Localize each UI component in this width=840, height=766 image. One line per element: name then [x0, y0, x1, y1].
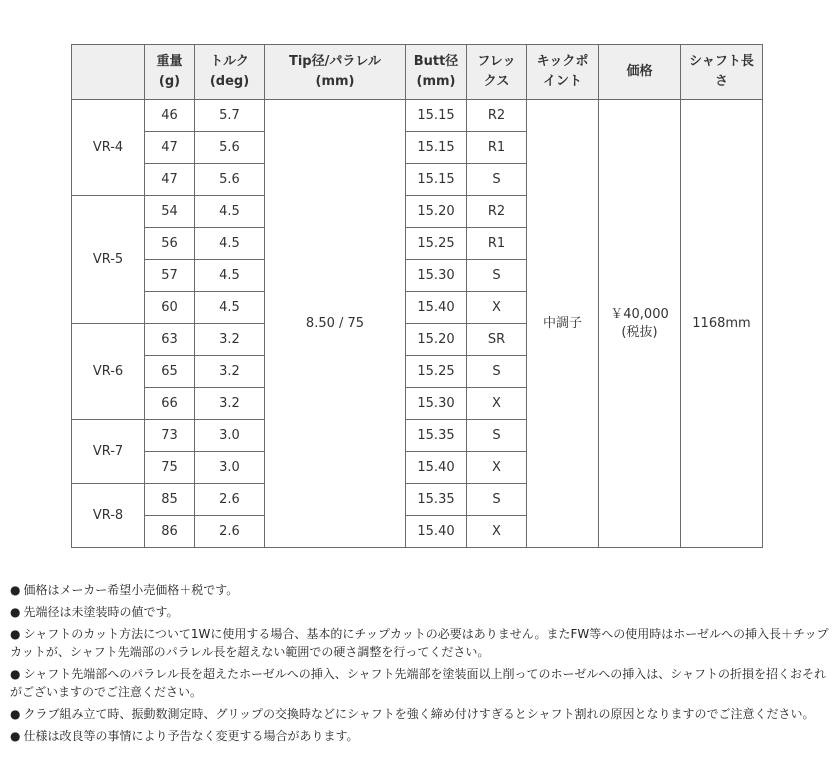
butt-cell: 15.15	[406, 164, 467, 196]
butt-cell: 15.40	[406, 516, 467, 548]
length-cell: 1168mm	[681, 100, 763, 548]
flex-cell: R1	[467, 132, 527, 164]
note-text: 先端径は未塗装時の値です。	[23, 605, 179, 619]
note-item	[10, 581, 835, 599]
table-row	[72, 100, 763, 132]
note-text: クラブ組み立て時、振動数測定時、グリップの交換時などにシャフトを強く締め付けすぎるとシャフト割れの原因となりますのでご注意ください。	[23, 707, 815, 721]
butt-cell: 15.35	[406, 484, 467, 516]
flex-cell: S	[467, 420, 527, 452]
weight-cell: 56	[145, 228, 195, 260]
header-kickpoint: キックポ イント	[527, 45, 599, 100]
kickpoint-cell: 中調子	[527, 100, 599, 548]
header-butt: Butt径 (mm)	[406, 45, 467, 100]
butt-cell: 15.40	[406, 452, 467, 484]
header-row	[72, 45, 763, 100]
flex-cell: R1	[467, 228, 527, 260]
weight-cell: 60	[145, 292, 195, 324]
torque-cell: 3.0	[195, 420, 265, 452]
flex-cell: S	[467, 260, 527, 292]
torque-cell: 2.6	[195, 484, 265, 516]
torque-cell: 4.5	[195, 292, 265, 324]
torque-cell: 3.2	[195, 388, 265, 420]
butt-cell: 15.15	[406, 100, 467, 132]
flex-cell: R2	[467, 100, 527, 132]
torque-cell: 4.5	[195, 196, 265, 228]
weight-cell: 65	[145, 356, 195, 388]
flex-cell: S	[467, 484, 527, 516]
weight-cell: 66	[145, 388, 195, 420]
model-name: VR-8	[72, 484, 145, 548]
torque-cell: 5.7	[195, 100, 265, 132]
torque-cell: 4.5	[195, 260, 265, 292]
weight-cell: 75	[145, 452, 195, 484]
header-torque: トルク (deg)	[195, 45, 265, 100]
weight-cell: 47	[145, 164, 195, 196]
weight-cell: 57	[145, 260, 195, 292]
note-item	[10, 665, 835, 701]
note-item	[10, 603, 835, 621]
flex-cell: R2	[467, 196, 527, 228]
weight-cell: 47	[145, 132, 195, 164]
bullet-icon: ●	[10, 729, 21, 743]
flex-cell: X	[467, 452, 527, 484]
torque-cell: 2.6	[195, 516, 265, 548]
butt-cell: 15.20	[406, 196, 467, 228]
bullet-icon: ●	[10, 707, 21, 721]
model-name: VR-5	[72, 196, 145, 324]
butt-cell: 15.25	[406, 356, 467, 388]
butt-cell: 15.30	[406, 260, 467, 292]
torque-cell: 4.5	[195, 228, 265, 260]
model-name: VR-7	[72, 420, 145, 484]
header-flex: フレッ クス	[467, 45, 527, 100]
price-cell	[599, 100, 681, 548]
price-value: ￥40,000	[610, 306, 669, 322]
flex-cell: SR	[467, 324, 527, 356]
bullet-icon: ●	[10, 667, 21, 681]
note-text: 仕様は改良等の事情により予告なく変更する場合があります。	[23, 729, 359, 743]
butt-cell: 15.40	[406, 292, 467, 324]
note-text: シャフトのカット方法について1Wに使用する場合、基本的にチップカットの必要はありません。またFW等への使用時はホーゼルへの挿入長＋チップカットが、シャフト先端部のパラレル長を超えない範囲での硬さ調整を行ってください。	[10, 627, 829, 659]
header-price: 価格	[599, 45, 681, 100]
butt-cell: 15.35	[406, 420, 467, 452]
note-item	[10, 727, 835, 745]
header-weight: 重量 (g)	[145, 45, 195, 100]
butt-cell: 15.30	[406, 388, 467, 420]
flex-cell: X	[467, 516, 527, 548]
note-text: シャフト先端部へのパラレル長を超えたホーゼルへの挿入、シャフト先端部を塗装面以上削ってのホーゼルへの挿入は、シャフトの折損を招くおそれがございますのでご注意ください。	[10, 667, 826, 699]
model-name: VR-6	[72, 324, 145, 420]
torque-cell: 5.6	[195, 132, 265, 164]
note-item	[10, 705, 835, 723]
tip-parallel-cell: 8.50 / 75	[265, 100, 406, 548]
flex-cell: S	[467, 164, 527, 196]
notes-list	[10, 581, 835, 749]
weight-cell: 54	[145, 196, 195, 228]
butt-cell: 15.15	[406, 132, 467, 164]
flex-cell: X	[467, 388, 527, 420]
header-model	[72, 45, 145, 100]
weight-cell: 86	[145, 516, 195, 548]
torque-cell: 3.2	[195, 356, 265, 388]
bullet-icon: ●	[10, 583, 21, 597]
spec-table-body	[72, 100, 763, 548]
weight-cell: 73	[145, 420, 195, 452]
torque-cell: 5.6	[195, 164, 265, 196]
weight-cell: 85	[145, 484, 195, 516]
weight-cell: 63	[145, 324, 195, 356]
bullet-icon: ●	[10, 605, 21, 619]
torque-cell: 3.0	[195, 452, 265, 484]
flex-cell: X	[467, 292, 527, 324]
flex-cell: S	[467, 356, 527, 388]
butt-cell: 15.20	[406, 324, 467, 356]
torque-cell: 3.2	[195, 324, 265, 356]
header-tip-parallel: Tip径/パラレル (mm)	[265, 45, 406, 100]
weight-cell: 46	[145, 100, 195, 132]
bullet-icon: ●	[10, 627, 21, 641]
header-length: シャフト長 さ	[681, 45, 763, 100]
note-text: 価格はメーカー希望小売価格＋税です。	[23, 583, 239, 597]
spec-table	[71, 44, 763, 548]
butt-cell: 15.25	[406, 228, 467, 260]
price-tax-note: (税抜)	[621, 324, 658, 340]
model-name: VR-4	[72, 100, 145, 196]
note-item	[10, 625, 835, 661]
